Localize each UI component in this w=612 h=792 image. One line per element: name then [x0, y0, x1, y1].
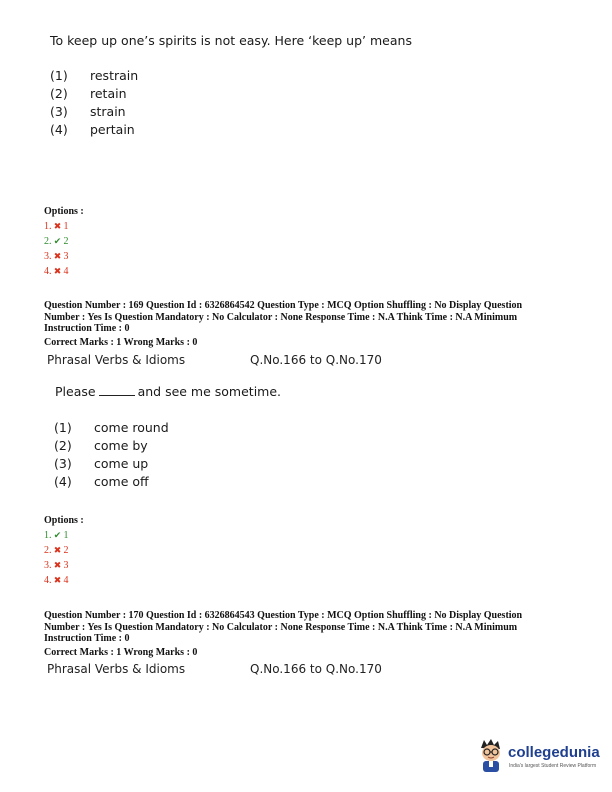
cross-icon: ✖	[53, 221, 62, 231]
choice-text: strain	[90, 104, 126, 119]
choice-text: restrain	[90, 68, 139, 83]
answer-value: 3	[63, 560, 69, 571]
choice-text: come off	[94, 474, 149, 489]
choice-text: come round	[94, 420, 169, 435]
choice-number: (1)	[54, 420, 72, 435]
choice-number: (4)	[54, 474, 72, 489]
collegedunia-logo	[478, 738, 602, 778]
cross-icon: ✖	[53, 266, 62, 276]
cross-icon: ✖	[53, 560, 62, 570]
choice-text: pertain	[90, 122, 135, 137]
question-168-choice-1	[50, 67, 138, 85]
choice-number: (3)	[50, 104, 68, 119]
answer-prefix: 2.	[44, 545, 52, 556]
student-mascot-icon	[478, 738, 504, 772]
answer-option-4	[44, 266, 69, 277]
meta-line: Question Number : 169 Question Id : 6326864542 Question Type : MCQ Option Shuffling : No Display Question	[44, 300, 523, 311]
choice-text: retain	[90, 86, 127, 101]
question-168-stem: To keep up one’s spirits is not easy. Here ‘keep up’ means	[50, 33, 412, 48]
answer-prefix: 1.	[44, 221, 52, 232]
answer-prefix: 4.	[44, 575, 52, 586]
question-169-subject: Phrasal Verbs & Idioms	[47, 353, 186, 367]
answer-option-3	[44, 560, 69, 571]
question-170-marks: Correct Marks : 1 Wrong Marks : 0	[44, 647, 198, 658]
question-169-range: Q.No.166 to Q.No.170	[250, 353, 382, 367]
options-label: Options :	[44, 206, 84, 217]
question-170-range: Q.No.166 to Q.No.170	[250, 662, 382, 676]
stem-before-blank: Please	[55, 384, 96, 399]
answer-value: 2	[63, 545, 69, 556]
question-169-marks: Correct Marks : 1 Wrong Marks : 0	[44, 337, 198, 348]
check-icon: ✔	[53, 236, 62, 246]
answer-value: 2	[63, 236, 69, 247]
answer-option-2	[44, 236, 69, 247]
answer-option-3	[44, 251, 69, 262]
answer-value: 3	[63, 251, 69, 262]
question-169-choice-2	[54, 437, 148, 455]
question-169-choice-1	[54, 419, 169, 437]
answer-option-1	[44, 221, 69, 232]
answer-option-4	[44, 575, 69, 586]
fill-blank	[99, 386, 135, 396]
options-label: Options :	[44, 515, 84, 526]
cross-icon: ✖	[53, 575, 62, 585]
question-170-subject: Phrasal Verbs & Idioms	[47, 662, 186, 676]
answer-prefix: 2.	[44, 236, 52, 247]
answer-option-1	[44, 530, 69, 541]
question-169-choice-4	[54, 473, 149, 491]
question-170-meta	[44, 610, 522, 645]
cross-icon: ✖	[53, 545, 62, 555]
question-169-stem	[55, 384, 281, 399]
answer-option-2	[44, 545, 69, 556]
meta-line: Instruction Time : 0	[44, 323, 130, 334]
answer-prefix: 3.	[44, 251, 52, 262]
meta-line: Question Number : 170 Question Id : 6326864543 Question Type : MCQ Option Shuffling : No Display Question	[44, 610, 523, 621]
answer-value: 1	[63, 530, 69, 541]
meta-line: Instruction Time : 0	[44, 633, 130, 644]
question-168-choice-2	[50, 85, 127, 103]
meta-line: Number : Yes Is Question Mandatory : No Calculator : None Response Time : N.A Think Time : N.A Minimum	[44, 311, 518, 323]
choice-number: (2)	[54, 438, 72, 453]
choice-number: (3)	[54, 456, 72, 471]
answer-prefix: 1.	[44, 530, 52, 541]
question-169-choice-3	[54, 455, 148, 473]
choice-text: come up	[94, 456, 149, 471]
choice-number: (1)	[50, 68, 68, 83]
choice-text: come by	[94, 438, 148, 453]
answer-prefix: 4.	[44, 266, 52, 277]
answer-value: 4	[63, 266, 69, 277]
question-168-choice-4	[50, 121, 135, 139]
brand-name: collegedunia	[508, 744, 600, 761]
answer-value: 4	[63, 575, 69, 586]
meta-line: Number : Yes Is Question Mandatory : No Calculator : None Response Time : N.A Think Time : N.A Minimum	[44, 621, 518, 633]
stem-after-blank: and see me sometime.	[137, 384, 282, 399]
answer-value: 1	[63, 221, 69, 232]
answer-prefix: 3.	[44, 560, 52, 571]
question-168-choice-3	[50, 103, 126, 121]
choice-number: (2)	[50, 86, 68, 101]
cross-icon: ✖	[53, 251, 62, 261]
choice-number: (4)	[50, 122, 68, 137]
question-169-meta	[44, 300, 522, 335]
check-icon: ✔	[53, 530, 62, 540]
brand-tagline: India's largest Student Review Platform	[509, 763, 597, 769]
